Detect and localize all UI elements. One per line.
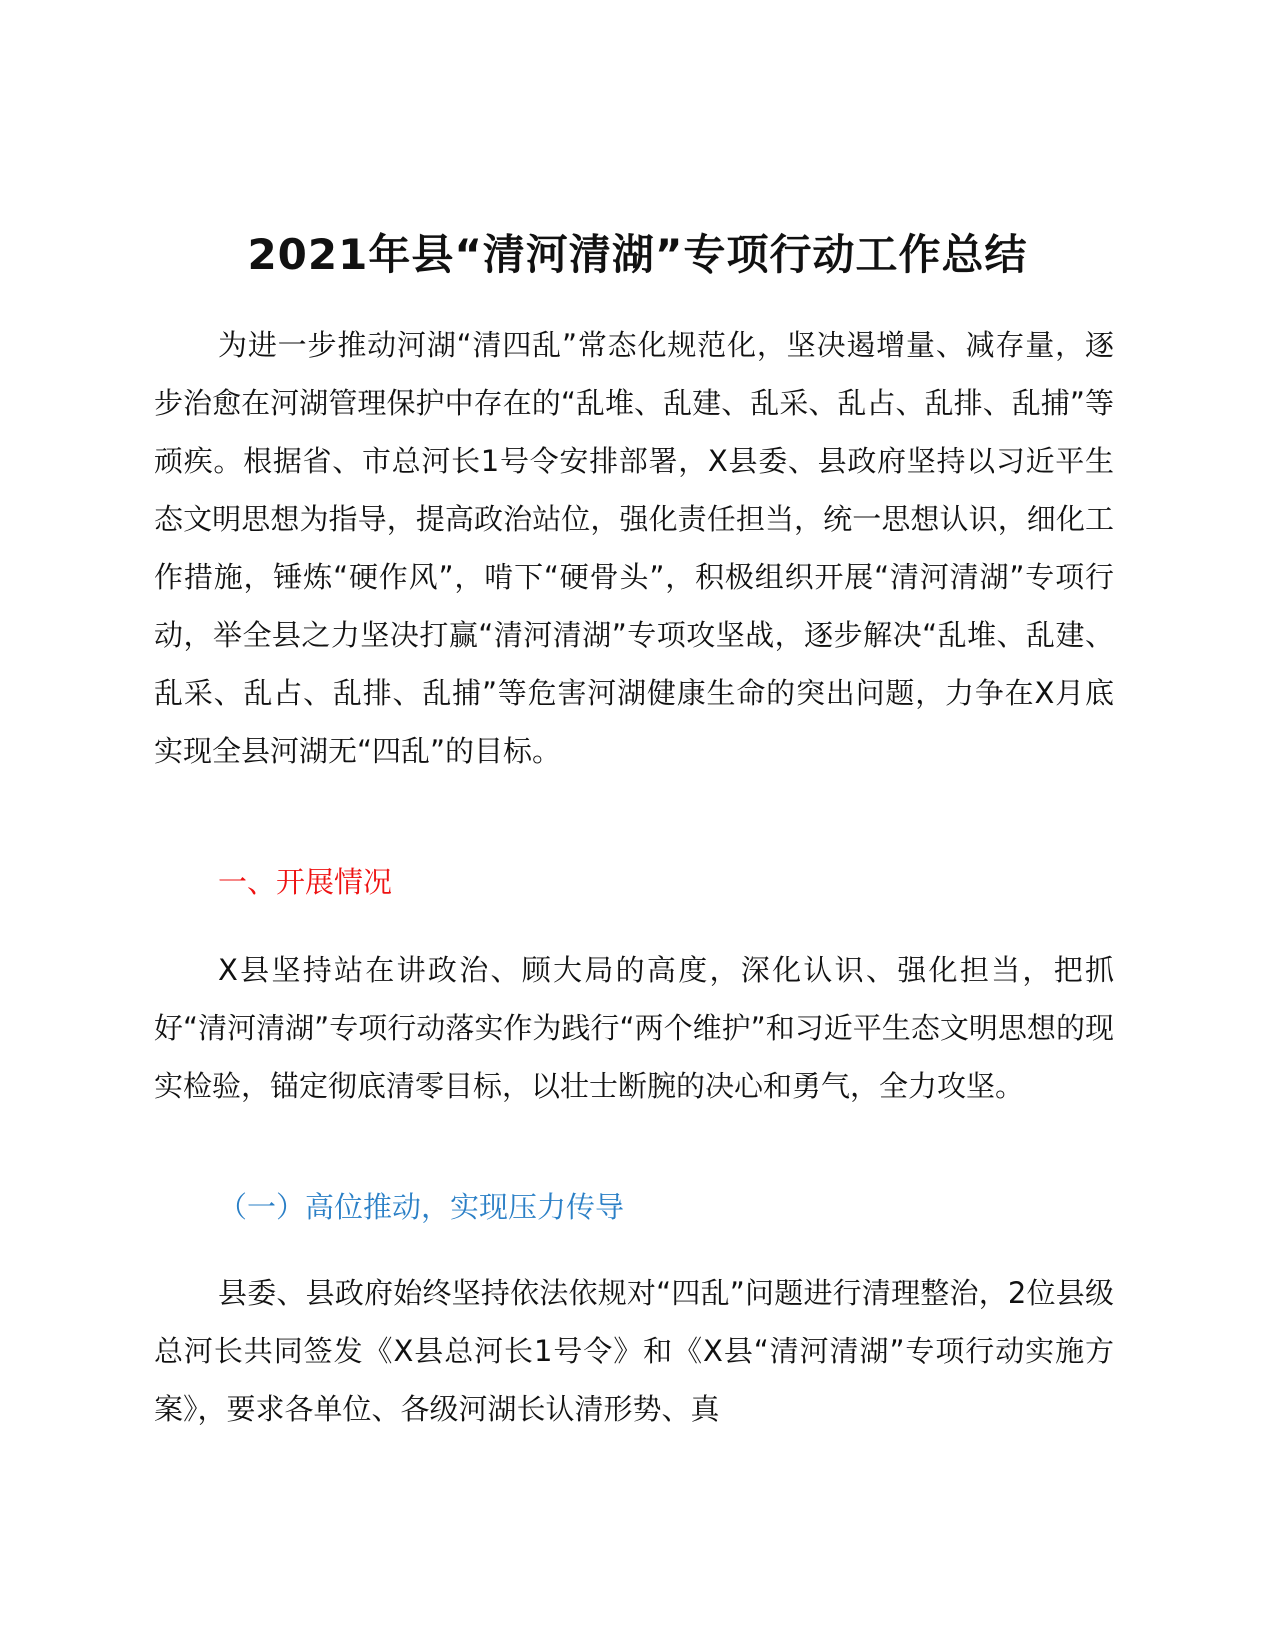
intro-paragraph: 为进一步推动河湖“清四乱”常态化规范化，坚决遏增量、减存量，逐步治愈在河湖管理保护中存在的“乱堆、乱建、乱采、乱占、乱排、乱捕”等顽疾。根据省、市总河长1号令安排部署，X县委、县政府坚持以习近平生态文明思想为指导，提高政治站位，强化责任担当，统一思想认识，细化工作措施，锤炼“硬作风”，啃下“硬骨头”，积极组织开展“清河清湖”专项行动，举全县之力坚决打赢“清河清湖”专项攻坚战，逐步解决“乱堆、乱建、乱采、乱占、乱排、乱捕”等危害河湖健康生命的突出问题，力争在X月底实现全县河湖无“四乱”的目标。 xyxy=(154,328,1114,768)
subsection-heading: （一）高位推动，实现压力传导 xyxy=(218,1190,625,1224)
section-heading: 一、开展情况 xyxy=(218,865,393,899)
document-title: 2021年县“清河清湖”专项行动工作总结 xyxy=(247,230,1028,279)
subsection-paragraph: 县委、县政府始终坚持依法依规对“四乱”问题进行清理整治，2位县级总河长共同签发《X县总河长1号令》和《X县“清河清湖”专项行动实施方案》，要求各单位、各级河湖长认清形势、真 xyxy=(154,1276,1114,1426)
section-paragraph: X县坚持站在讲政治、顾大局的高度，深化认识、强化担当，把抓好“清河清湖”专项行动落实作为践行“两个维护”和习近平生态文明思想的现实检验，锚定彻底清零目标，以壮士断腕的决心和勇气，全力攻坚。 xyxy=(154,953,1114,1103)
